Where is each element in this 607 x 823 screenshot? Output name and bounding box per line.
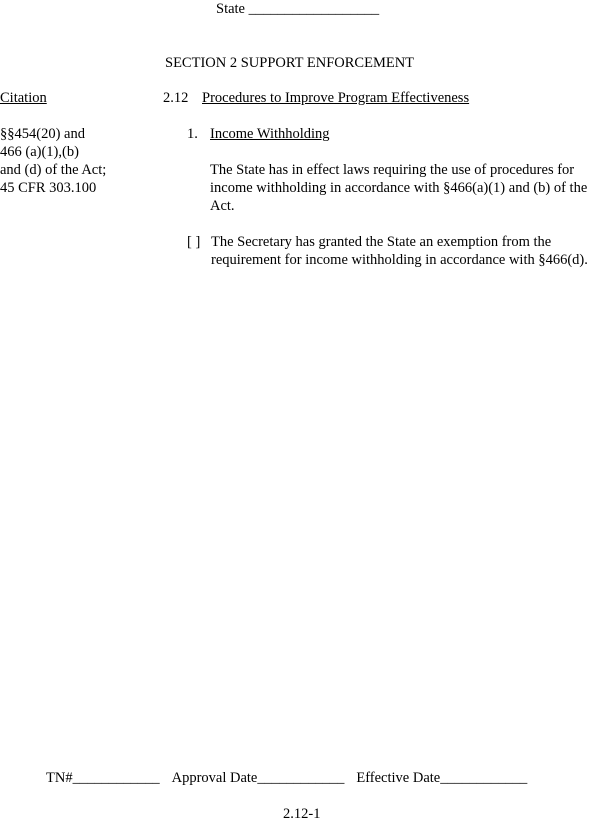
tn-field: TN#____________ — [46, 770, 160, 786]
section-number: 2.12 — [163, 90, 189, 106]
effective-date-field: Effective Date____________ — [356, 770, 528, 786]
item-number: 1. — [187, 126, 198, 142]
footer-fields — [46, 769, 527, 787]
page-number: 2.12-1 — [283, 806, 321, 822]
exemption-checkbox[interactable]: [ ] — [187, 234, 201, 250]
item-heading: Income Withholding — [210, 126, 330, 142]
approval-date-field: Approval Date____________ — [171, 770, 345, 786]
citation-heading: Citation — [0, 90, 47, 106]
citation-text: §§454(20) and 466 (a)(1),(b) and (d) of the Act; 45 CFR 303.100 — [0, 126, 107, 196]
state-field: State __________________ — [216, 1, 380, 17]
exemption-paragraph: The Secretary has granted the State an exemption from the requirement for income withholding in accordance with §466(d). — [211, 234, 588, 268]
section-heading: Procedures to Improve Program Effectiveness — [202, 90, 470, 106]
item-paragraph: The State has in effect laws requiring the use of procedures for income withholding in accordance with §466(a)(1) and (b) of the Act. — [210, 162, 588, 214]
section-title: SECTION 2 SUPPORT ENFORCEMENT — [165, 55, 415, 71]
